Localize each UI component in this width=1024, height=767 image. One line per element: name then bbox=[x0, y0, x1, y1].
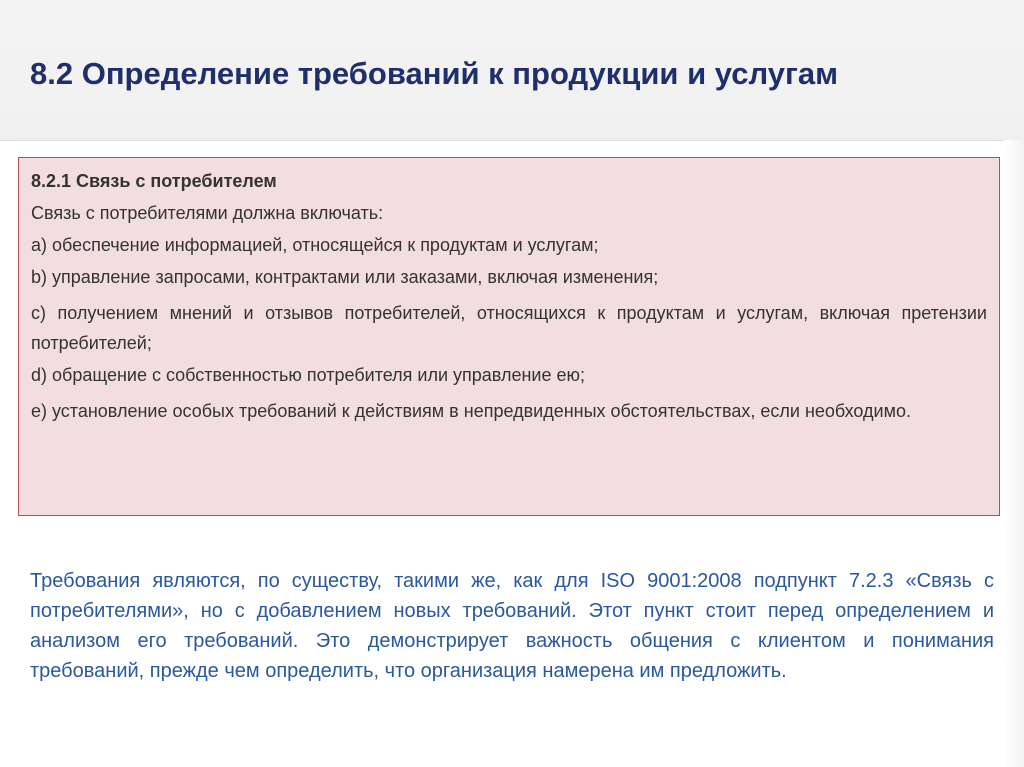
side-shade bbox=[1004, 140, 1024, 767]
requirements-box bbox=[18, 157, 1000, 516]
title-area bbox=[0, 0, 1024, 140]
list-item-c: c) получением мнений и отзывов потребителей, относящихся к продуктам и услугам, включая претензии потребителей; bbox=[31, 303, 987, 353]
list-item-a: a) обеспечение информацией, относящейся к продуктам и услугам; bbox=[31, 235, 599, 255]
list-item-b: b) управление запросами, контрактами или заказами, включая изменения; bbox=[31, 267, 659, 287]
explanation-note: Требования являются, по существу, такими же, как для ISO 9001:2008 подпункт 7.2.3 «Связь с потребителями», но с добавлением новых требований. Этот пункт стоит перед определением и анализом его требований. Это демонстрирует важность общения с клиентом и понимания требований, прежде чем определить, что организация намерена им предложить. bbox=[30, 570, 994, 682]
slide-title: 8.2 Определение требований к продукции и услугам bbox=[30, 56, 839, 91]
title-divider bbox=[0, 140, 1024, 141]
intro-text: Связь с потребителями должна включать: bbox=[31, 203, 384, 223]
list-item-d: d) обращение с собственностью потребителя или управление ею; bbox=[31, 365, 585, 385]
list-item-e: e) установление особых требований к действиям в непредвиденных обстоятельствах, если необходимо. bbox=[31, 401, 911, 421]
section-subtitle: 8.2.1 Связь с потребителем bbox=[31, 171, 277, 191]
